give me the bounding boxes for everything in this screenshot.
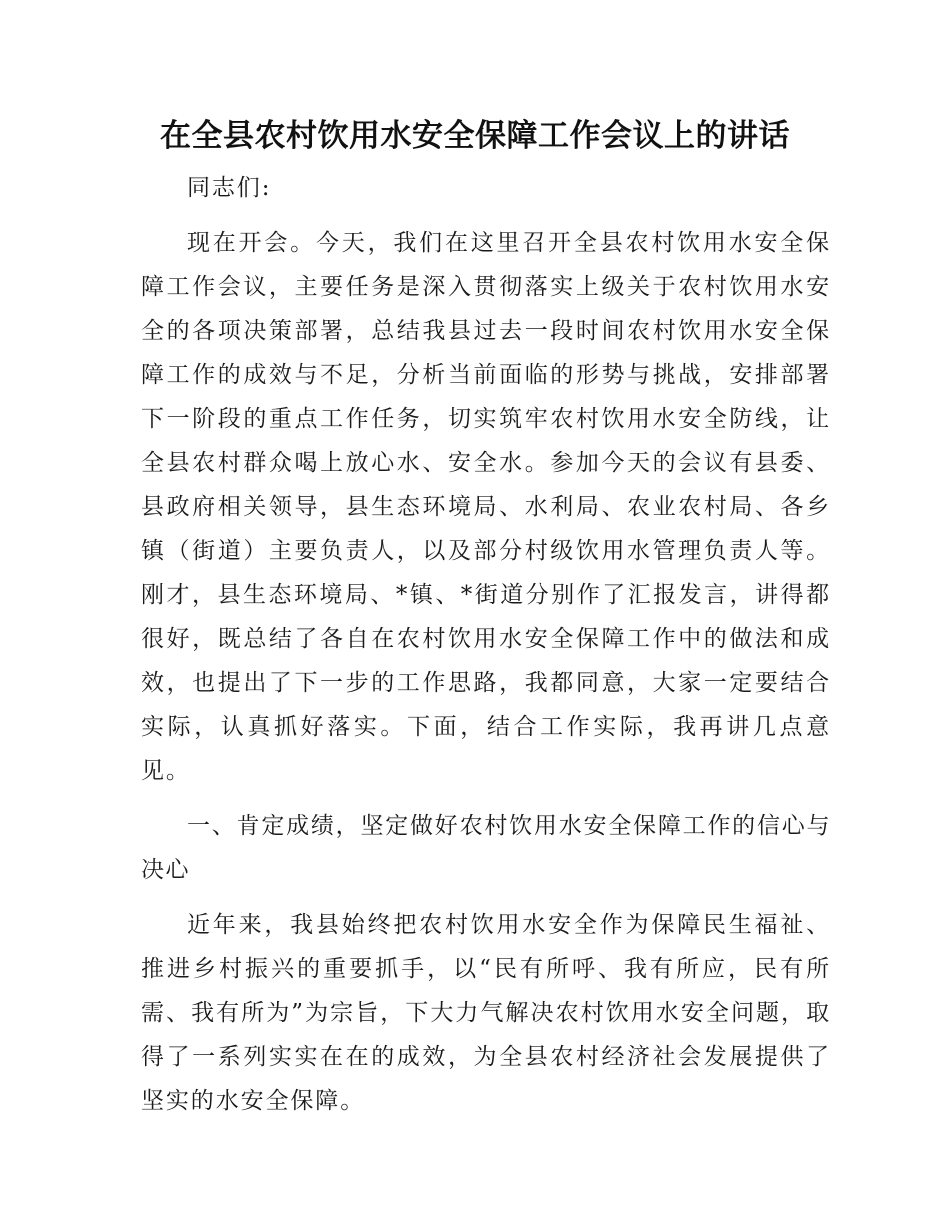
document-body [141,166,831,1134]
paragraph-opening: 现在开会。今天，我们在这里召开全县农村饮用水安全保障工作会议，主要任务是深入贯彻落实上级关于农村饮用水安全的各项决策部署，总结我县过去一段时间农村饮用水安全保障工作的成效与不足，分析当前面临的形势与挑战，安排部署下一阶段的重点工作任务，切实筑牢农村饮用水安全防线，让全县农村群众喝上放心水、安全水。参加今天的会议有县委、县政府相关领导，县生态环境局、水利局、农业农村局、各乡镇（街道）主要负责人，以及部分村级饮用水管理负责人等。刚才，县生态环境局、*镇、*街道分别作了汇报发言，讲得都很好，既总结了各自在农村饮用水安全保障工作中的做法和成效，也提出了下一步的工作思路，我都同意，大家一定要结合实际，认真抓好落实。下面，结合工作实际，我再讲几点意见。 [141,230,831,784]
paragraph-achievements: 近年来，我县始终把农村饮用水安全作为保障民生福祉、推进乡村振兴的重要抓手，以“民有所呼、我有所应，民有所需、我有所为”为宗旨，下大力气解决农村饮用水安全问题，取得了一系列实实在在的成效，为全县农村经济社会发展提供了坚实的水安全保障。 [141,912,831,1114]
salutation: 同志们: [187,175,272,201]
section-heading-1: 一、肯定成绩，坚定做好农村饮用水安全保障工作的信心与决心 [141,813,831,883]
document-title: 在全县农村饮用水安全保障工作会议上的讲话 [160,118,790,154]
